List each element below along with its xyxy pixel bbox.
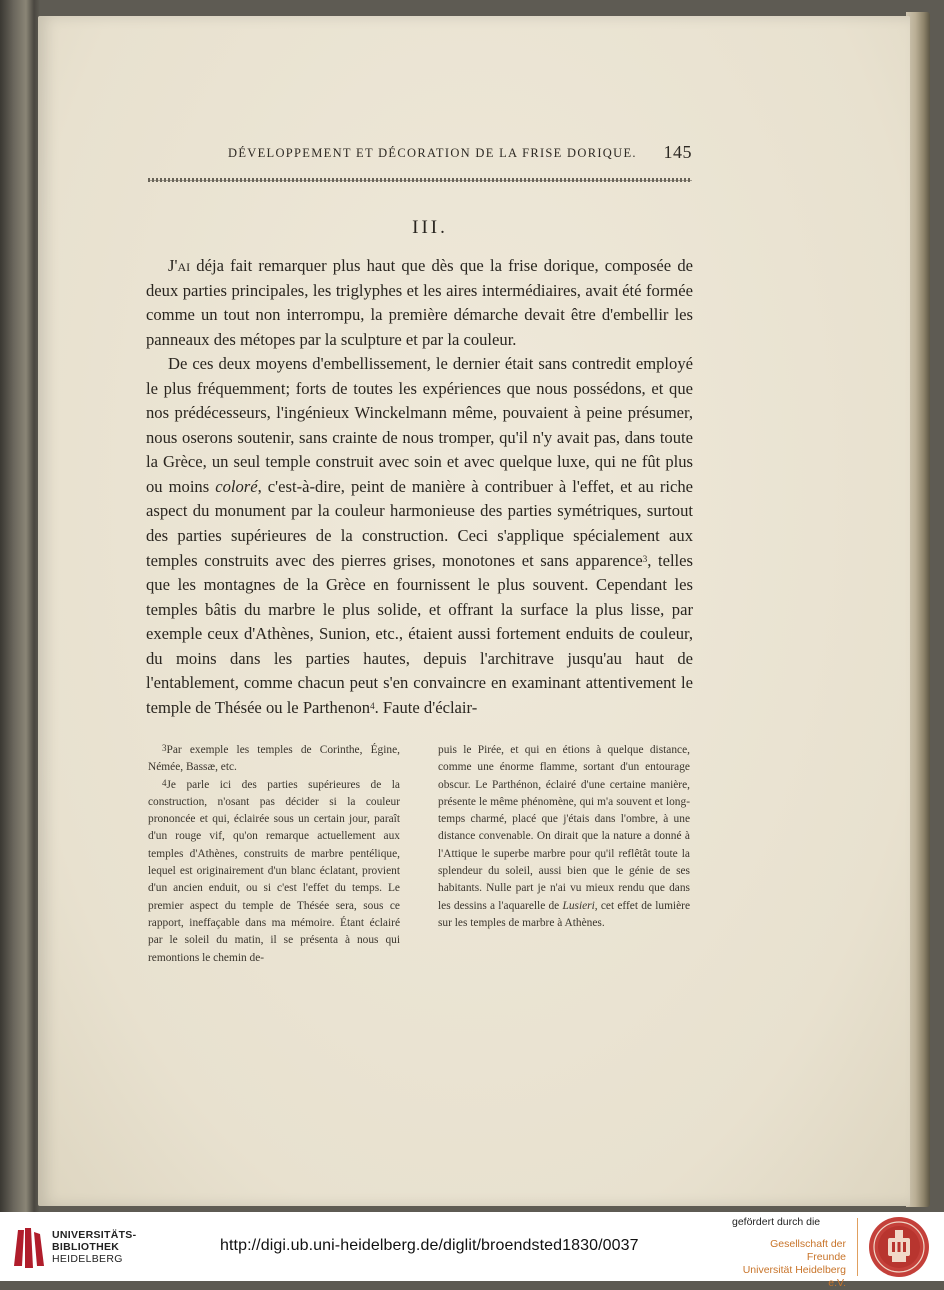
running-title: DÉVELOPPEMENT ET DÉCORATION DE LA FRISE DORIQUE. — [228, 146, 637, 160]
dropcap-word: J'ai — [168, 256, 191, 275]
funded-by-label: gefördert durch die — [732, 1216, 821, 1228]
footnote-4 — [148, 777, 400, 967]
library-name-line-3: HEIDELBERG — [52, 1253, 123, 1265]
paragraph-2-part-1: De ces deux moyens d'embellissement, le dernier était sans contredit employé le plus fréquemment; forts de toutes les expériences que nous possédons, et que nos prédécesseurs, l'ingénieux Winckelmann même, pouvaient à peine présumer, nous oserons soutenir, sans crainte de nous tromper, qu'il n'y avait pas, dans toute la Grèce, un seul temple construit avec soin et avec quelque luxe, qui ne fût plus ou moins — [146, 354, 693, 496]
library-name-line-2: BIBLIOTHEK — [52, 1241, 120, 1253]
footnote-3-number: 3 — [162, 743, 167, 753]
footnotes-left-column — [148, 742, 400, 967]
footnote-3 — [148, 742, 400, 777]
header-rule — [148, 178, 692, 182]
library-name-line-1: UNIVERSITÄTS- — [52, 1229, 137, 1241]
library-name — [52, 1229, 136, 1265]
footnote-4-text-right-a: puis le Pirée, et qui en étions à quelque distance, comme une énorme flamme, sortant d'un entourage obscur. Le Parthénon, éclairé d'une certaine manière, présente le même phénomène, qui m'a souvent et long-temps charmé, placé que j'étais dans l'ombre, à une distance convenable. On dirait que la nature a donné à l'Attique le superbe marbre pour qu'il reflêtât toute la splendeur du soleil, aussi bien que le génie de ses habitants. Nulle part je n'ai vu mieux rendu que dans les dessins a l'aquarelle de — [438, 744, 690, 912]
footnote-ref-4: 4 — [370, 700, 375, 711]
library-logo-icon — [8, 1222, 48, 1274]
paragraph-2-part-4: . Faute d'éclair- — [374, 697, 478, 717]
body-text — [146, 254, 693, 720]
paragraph-2-part-2: , c'est-à-dire, peint de manière à contribuer à l'effet, et au riche aspect du monument par la couleur harmonieuse des parties symétriques, surtout des parties supérieures de la construction. Ceci s'applique spécialement aux temples construits avec des pierres grises, monotones et sans apparence — [146, 476, 693, 570]
sponsor-line-1: Gesellschaft der Freunde — [770, 1238, 846, 1263]
permalink-url[interactable]: http://digi.ub.uni-heidelberg.de/diglit/broendsted1830/0037 — [220, 1237, 639, 1254]
footnotes — [148, 742, 693, 972]
footer-bar — [0, 1212, 944, 1289]
running-head — [182, 142, 692, 166]
page-number: 145 — [663, 142, 692, 162]
paragraph-2-part-3: , telles que les montagnes de la Grèce en fournissent le plus souvent. Cependant les temples bâtis du marbre le plus solide, et offrant la surface la plus lisse, par exemple ceux d'Athènes, Sunion, etc., étaient aussi fortement enduits de couleur, du moins dans les parties hautes, depuis l'architrave jusqu'au haut de l'entablement, comme chacun peut s'en convaincre en examinant attentivement le temple de Thésée ou le Parthenon — [146, 550, 693, 717]
sponsor-name — [732, 1238, 846, 1290]
paragraph-2 — [146, 352, 693, 720]
footnote-4-number: 4 — [162, 777, 167, 788]
section-number: III. — [412, 217, 448, 238]
footnotes-right-column — [438, 742, 690, 932]
italic-lusieri: Lusieri — [562, 899, 595, 912]
footnote-4-text-right-b: , cet effet de lumière sur les temples de marbre à Athènes. — [438, 899, 691, 929]
university-seal-icon — [868, 1216, 930, 1278]
paragraph-1 — [146, 254, 693, 352]
sponsor-divider — [857, 1218, 858, 1276]
footnote-4-continued — [438, 742, 690, 932]
italic-colore: coloré — [215, 476, 258, 496]
footnote-4-text-left: Je parle ici des parties supérieures de la construction, n'osant pas décider si la couleur prononcée et qui, éclairée sous un certain jour, paraît d'un rouge vif, qu'on remarque actuellement aux temples d'Athènes, construits de marbre pentélique, lequel est originairement d'un blanc éclatant, provient d'un ancien enduit, ou si c'est l'effet du temps. Le premier aspect du temple de Thésée sera, sous ce rapport, ineffaçable dans ma mémoire. Étant éclairé par le soleil du matin, il se présenta à nous qui remontions le chemin de- — [148, 778, 400, 964]
paragraph-1-text: déja fait remarquer plus haut que dès que la frise dorique, composée de deux parties principales, les triglyphes et les aires intermédiaires, avait été formée comme un tout non interrompu, la première démarche devait être d'embellir les panneaux des métopes par la sculpture et par la couleur. — [146, 256, 693, 349]
footnote-ref-3: 3 — [642, 553, 648, 564]
sponsor-line-2: Universität Heidelberg e.V. — [742, 1264, 846, 1289]
footnote-3-text: Par exemple les temples de Corinthe, Égine, Némée, Bassæ, etc. — [148, 744, 400, 774]
